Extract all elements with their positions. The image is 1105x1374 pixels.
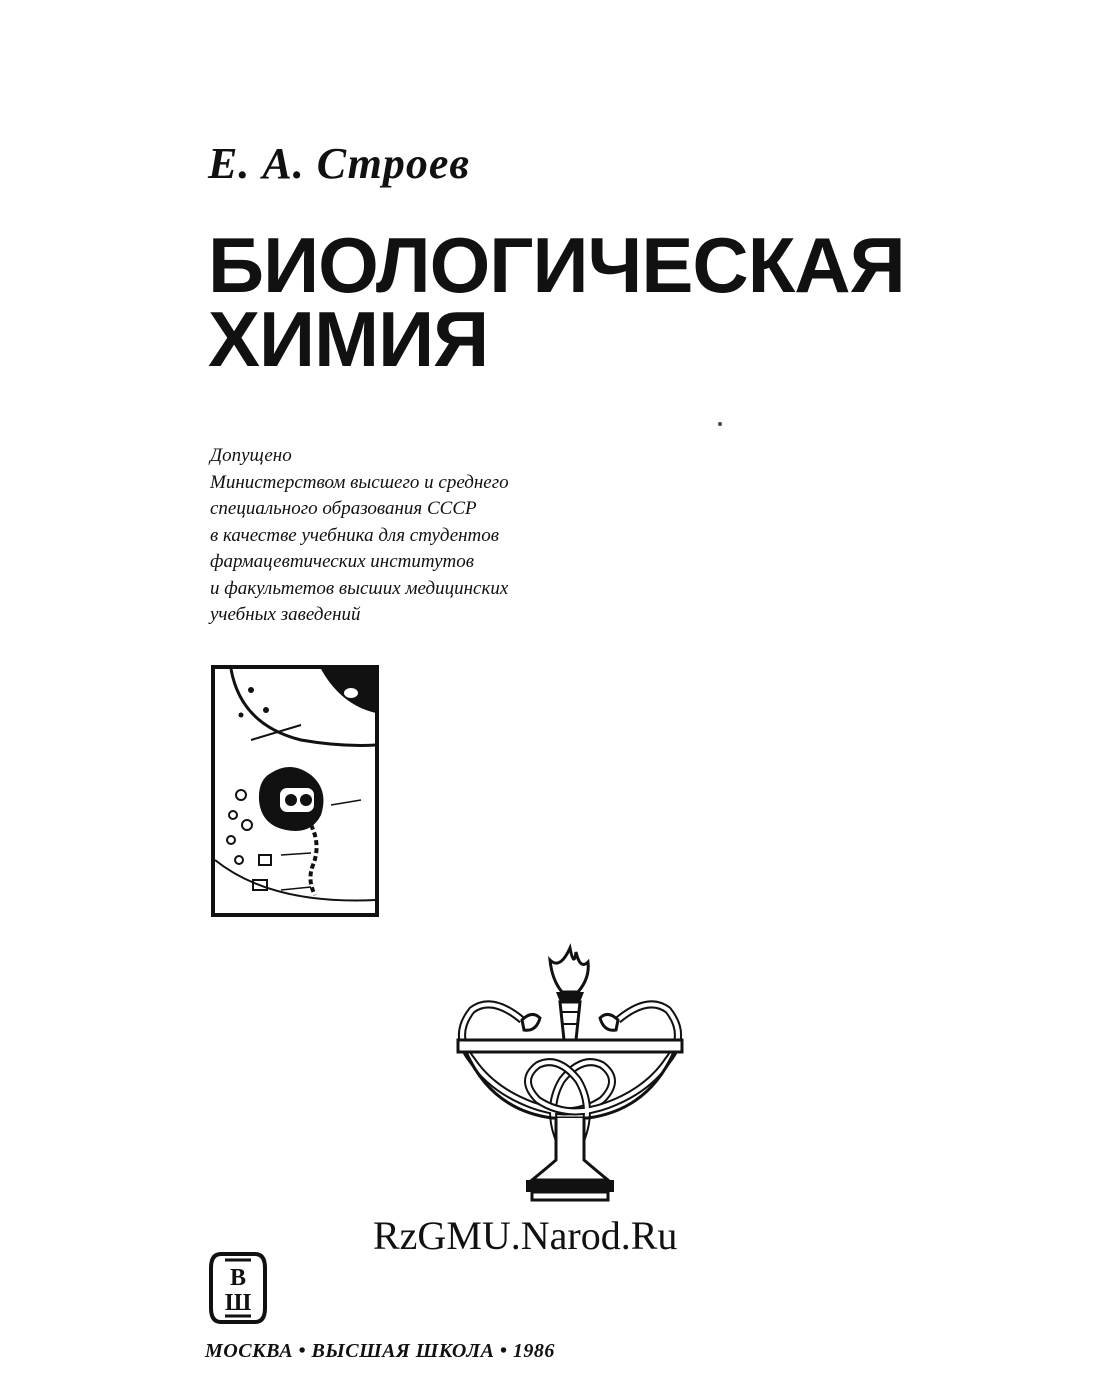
book-title: [208, 221, 905, 383]
approval-line: и факультетов высших медицинских: [210, 577, 509, 599]
cell-illustration-thumbnail-icon: [211, 665, 379, 917]
vysshaya-shkola-logo-icon: [207, 1248, 269, 1328]
approval-line: Допущено: [210, 445, 292, 466]
svg-text:Ш: Ш: [224, 1290, 252, 1316]
approval-statement: [210, 443, 630, 629]
approval-line: учебных заведений: [210, 604, 361, 625]
scan-speck: [718, 422, 722, 426]
publication-imprint: МОСКВА • ВЫСШАЯ ШКОЛА • 1986: [205, 1340, 555, 1362]
approval-line: Министерством высшего и среднего: [210, 471, 509, 493]
watermark-text: RzGMU.Narod.Ru: [373, 1213, 678, 1258]
approval-line: фармацевтических институтов: [210, 551, 475, 572]
bowl-of-hygieia-icon: [452, 940, 688, 1212]
book-title-line-1: БИОЛОГИЧЕСКАЯ: [208, 221, 905, 309]
approval-line: специального образования СССР: [210, 498, 477, 519]
svg-text:В: В: [229, 1265, 247, 1291]
approval-line: в качестве учебника для студентов: [210, 524, 500, 546]
author-name: Е. А. Строев: [208, 139, 471, 188]
book-title-line-2: ХИМИЯ: [208, 295, 489, 383]
